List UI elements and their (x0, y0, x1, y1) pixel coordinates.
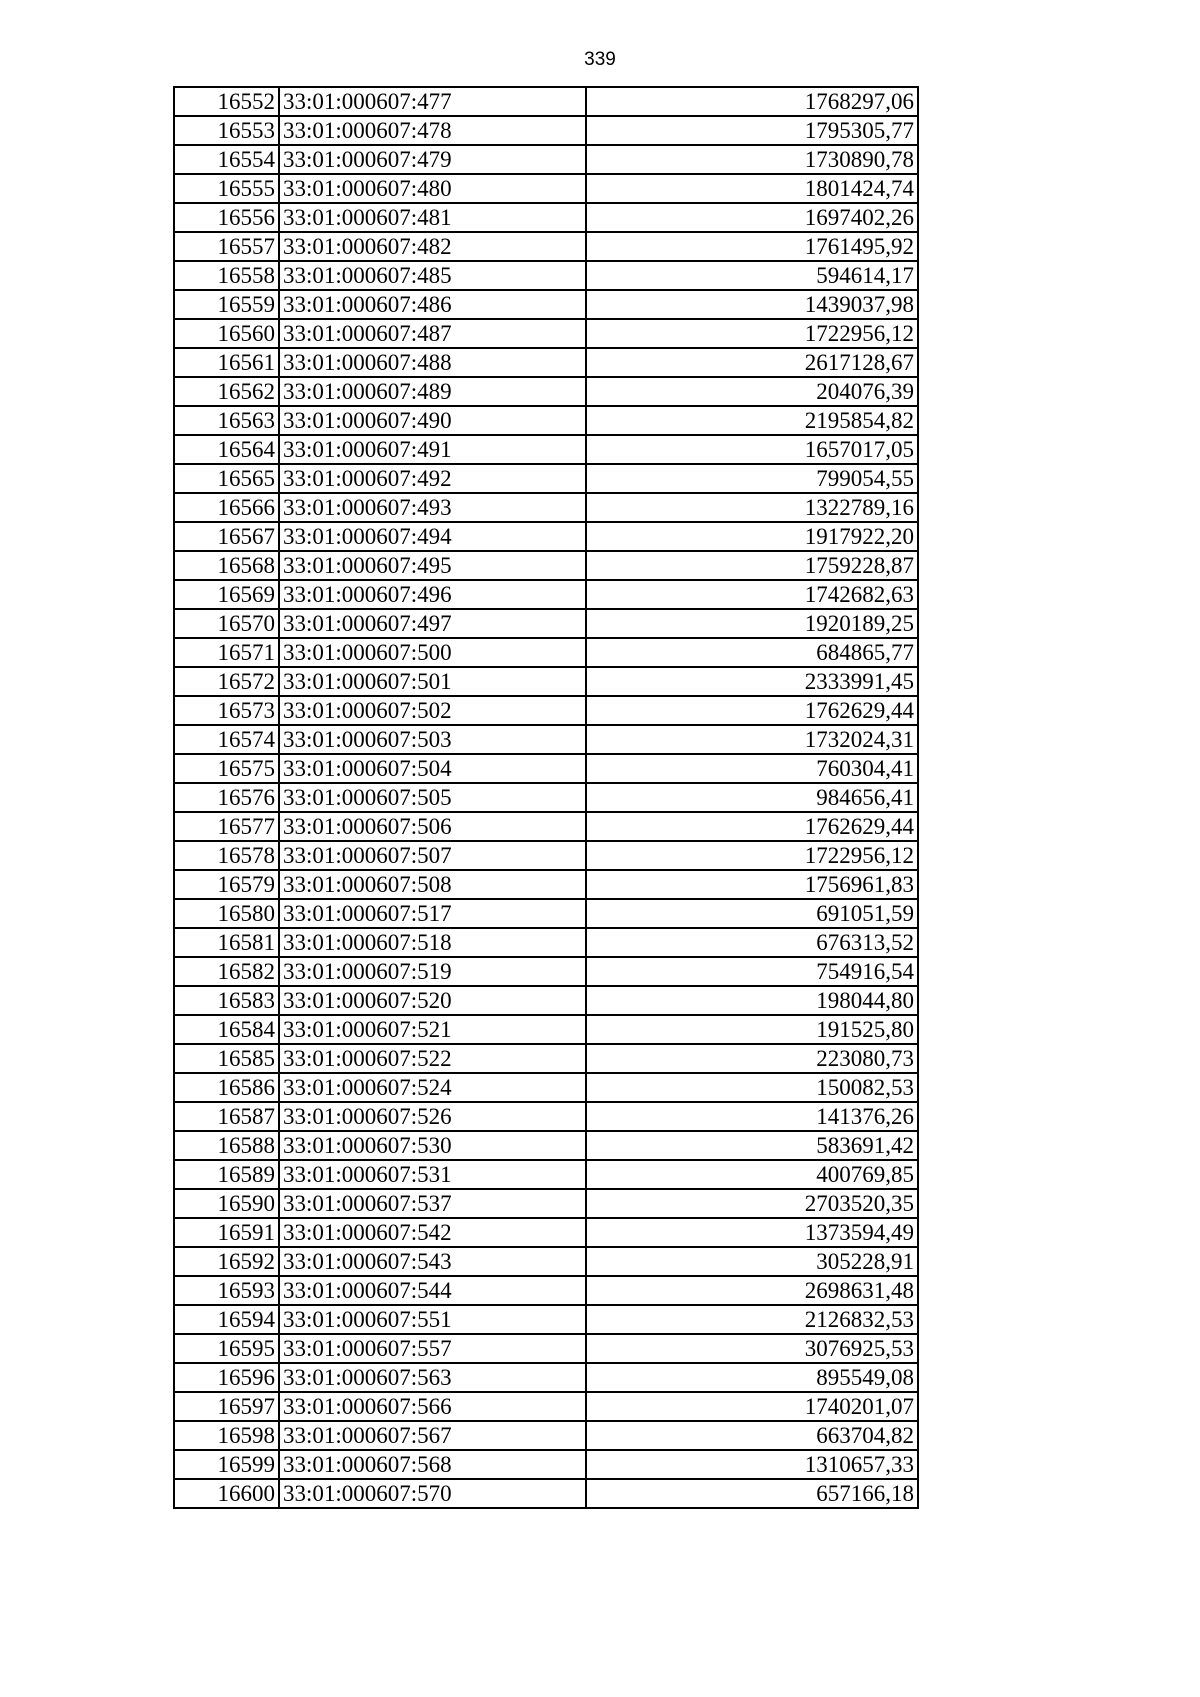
value-cell: 799054,55 (586, 464, 918, 493)
row-number-cell: 16557 (174, 232, 279, 261)
value-cell: 1310657,33 (586, 1450, 918, 1479)
row-number-cell: 16574 (174, 725, 279, 754)
table-row (174, 1189, 918, 1218)
cadastral-number-cell: 33:01:000607:489 (279, 377, 586, 406)
value-cell: 2333991,45 (586, 667, 918, 696)
row-number-cell: 16553 (174, 116, 279, 145)
row-number-cell: 16561 (174, 348, 279, 377)
cadastral-number-cell: 33:01:000607:490 (279, 406, 586, 435)
row-number-cell: 16580 (174, 899, 279, 928)
cadastral-number-cell: 33:01:000607:478 (279, 116, 586, 145)
row-number-cell: 16590 (174, 1189, 279, 1218)
cadastral-number-cell: 33:01:000607:488 (279, 348, 586, 377)
row-number-cell: 16578 (174, 841, 279, 870)
value-cell: 1761495,92 (586, 232, 918, 261)
value-cell: 895549,08 (586, 1363, 918, 1392)
cadastral-number-cell: 33:01:000607:479 (279, 145, 586, 174)
cadastral-number-cell: 33:01:000607:482 (279, 232, 586, 261)
cadastral-number-cell: 33:01:000607:524 (279, 1073, 586, 1102)
row-number-cell: 16555 (174, 174, 279, 203)
table-row (174, 1073, 918, 1102)
cadastral-number-cell: 33:01:000607:521 (279, 1015, 586, 1044)
row-number-cell: 16579 (174, 870, 279, 899)
table-row (174, 1305, 918, 1334)
value-cell: 1722956,12 (586, 841, 918, 870)
cadastral-number-cell: 33:01:000607:494 (279, 522, 586, 551)
row-number-cell: 16562 (174, 377, 279, 406)
table-row (174, 696, 918, 725)
cadastral-number-cell: 33:01:000607:520 (279, 986, 586, 1015)
table-row (174, 1421, 918, 1450)
table-row (174, 145, 918, 174)
cadastral-number-cell: 33:01:000607:526 (279, 1102, 586, 1131)
table-body (174, 87, 918, 1508)
table-row (174, 116, 918, 145)
row-number-cell: 16598 (174, 1421, 279, 1450)
cadastral-number-cell: 33:01:000607:506 (279, 812, 586, 841)
table-row (174, 957, 918, 986)
table-row (174, 638, 918, 667)
value-cell: 2617128,67 (586, 348, 918, 377)
value-cell: 1756961,83 (586, 870, 918, 899)
row-number-cell: 16585 (174, 1044, 279, 1073)
value-cell: 1742682,63 (586, 580, 918, 609)
table-row (174, 1044, 918, 1073)
table-row (174, 377, 918, 406)
table-row (174, 1015, 918, 1044)
cadastral-number-cell: 33:01:000607:517 (279, 899, 586, 928)
cadastral-number-cell: 33:01:000607:497 (279, 609, 586, 638)
value-cell: 2703520,35 (586, 1189, 918, 1218)
value-cell: 663704,82 (586, 1421, 918, 1450)
table-row (174, 1218, 918, 1247)
value-cell: 1322789,16 (586, 493, 918, 522)
table-row (174, 667, 918, 696)
cadastral-number-cell: 33:01:000607:568 (279, 1450, 586, 1479)
value-cell: 1697402,26 (586, 203, 918, 232)
value-cell: 2195854,82 (586, 406, 918, 435)
cadastral-number-cell: 33:01:000607:557 (279, 1334, 586, 1363)
value-cell: 1762629,44 (586, 696, 918, 725)
row-number-cell: 16595 (174, 1334, 279, 1363)
value-cell: 141376,26 (586, 1102, 918, 1131)
table-row (174, 928, 918, 957)
table-row (174, 812, 918, 841)
value-cell: 1722956,12 (586, 319, 918, 348)
cadastral-number-cell: 33:01:000607:495 (279, 551, 586, 580)
table-row (174, 841, 918, 870)
value-cell: 1762629,44 (586, 812, 918, 841)
value-cell: 3076925,53 (586, 1334, 918, 1363)
table-row (174, 203, 918, 232)
row-number-cell: 16571 (174, 638, 279, 667)
table-row (174, 87, 918, 116)
row-number-cell: 16563 (174, 406, 279, 435)
cadastral-number-cell: 33:01:000607:480 (279, 174, 586, 203)
table-row (174, 464, 918, 493)
value-cell: 583691,42 (586, 1131, 918, 1160)
cadastral-number-cell: 33:01:000607:505 (279, 783, 586, 812)
value-cell: 1920189,25 (586, 609, 918, 638)
table-row (174, 348, 918, 377)
cadastral-number-cell: 33:01:000607:518 (279, 928, 586, 957)
row-number-cell: 16572 (174, 667, 279, 696)
value-cell: 204076,39 (586, 377, 918, 406)
row-number-cell: 16566 (174, 493, 279, 522)
row-number-cell: 16565 (174, 464, 279, 493)
cadastral-number-cell: 33:01:000607:508 (279, 870, 586, 899)
table-row (174, 1131, 918, 1160)
cadastral-number-cell: 33:01:000607:519 (279, 957, 586, 986)
table-row (174, 174, 918, 203)
table-row (174, 783, 918, 812)
table-row (174, 319, 918, 348)
table-row (174, 899, 918, 928)
row-number-cell: 16592 (174, 1247, 279, 1276)
cadastral-number-cell: 33:01:000607:502 (279, 696, 586, 725)
value-cell: 1917922,20 (586, 522, 918, 551)
cadastral-number-cell: 33:01:000607:500 (279, 638, 586, 667)
cadastral-number-cell: 33:01:000607:507 (279, 841, 586, 870)
table-row (174, 725, 918, 754)
value-cell: 2126832,53 (586, 1305, 918, 1334)
cadastral-number-cell: 33:01:000607:544 (279, 1276, 586, 1305)
value-cell: 1759228,87 (586, 551, 918, 580)
value-cell: 1657017,05 (586, 435, 918, 464)
table-row (174, 754, 918, 783)
value-cell: 1730890,78 (586, 145, 918, 174)
data-table (173, 86, 919, 1509)
value-cell: 691051,59 (586, 899, 918, 928)
row-number-cell: 16588 (174, 1131, 279, 1160)
table-row (174, 986, 918, 1015)
row-number-cell: 16552 (174, 87, 279, 116)
table-row (174, 1479, 918, 1508)
row-number-cell: 16586 (174, 1073, 279, 1102)
cadastral-number-cell: 33:01:000607:477 (279, 87, 586, 116)
row-number-cell: 16570 (174, 609, 279, 638)
value-cell: 1732024,31 (586, 725, 918, 754)
row-number-cell: 16554 (174, 145, 279, 174)
value-cell: 676313,52 (586, 928, 918, 957)
table-row (174, 1102, 918, 1131)
table-row (174, 493, 918, 522)
cadastral-number-cell: 33:01:000607:496 (279, 580, 586, 609)
row-number-cell: 16589 (174, 1160, 279, 1189)
table-row (174, 1276, 918, 1305)
table-row (174, 1160, 918, 1189)
row-number-cell: 16564 (174, 435, 279, 464)
value-cell: 1439037,98 (586, 290, 918, 319)
value-cell: 684865,77 (586, 638, 918, 667)
table-row (174, 406, 918, 435)
row-number-cell: 16583 (174, 986, 279, 1015)
cadastral-number-cell: 33:01:000607:530 (279, 1131, 586, 1160)
cadastral-number-cell: 33:01:000607:487 (279, 319, 586, 348)
value-cell: 984656,41 (586, 783, 918, 812)
cadastral-number-cell: 33:01:000607:563 (279, 1363, 586, 1392)
value-cell: 1373594,49 (586, 1218, 918, 1247)
row-number-cell: 16599 (174, 1450, 279, 1479)
row-number-cell: 16558 (174, 261, 279, 290)
cadastral-number-cell: 33:01:000607:531 (279, 1160, 586, 1189)
row-number-cell: 16559 (174, 290, 279, 319)
value-cell: 305228,91 (586, 1247, 918, 1276)
cadastral-number-cell: 33:01:000607:493 (279, 493, 586, 522)
value-cell: 1801424,74 (586, 174, 918, 203)
table-row (174, 1392, 918, 1421)
table-row (174, 1363, 918, 1392)
cadastral-number-cell: 33:01:000607:486 (279, 290, 586, 319)
row-number-cell: 16594 (174, 1305, 279, 1334)
table-row (174, 1450, 918, 1479)
cadastral-number-cell: 33:01:000607:491 (279, 435, 586, 464)
value-cell: 754916,54 (586, 957, 918, 986)
row-number-cell: 16581 (174, 928, 279, 957)
row-number-cell: 16584 (174, 1015, 279, 1044)
table-row (174, 290, 918, 319)
cadastral-number-cell: 33:01:000607:570 (279, 1479, 586, 1508)
cadastral-number-cell: 33:01:000607:481 (279, 203, 586, 232)
row-number-cell: 16591 (174, 1218, 279, 1247)
value-cell: 2698631,48 (586, 1276, 918, 1305)
row-number-cell: 16577 (174, 812, 279, 841)
row-number-cell: 16596 (174, 1363, 279, 1392)
table-row (174, 261, 918, 290)
table-row (174, 580, 918, 609)
row-number-cell: 16575 (174, 754, 279, 783)
table-row (174, 1334, 918, 1363)
row-number-cell: 16556 (174, 203, 279, 232)
cadastral-number-cell: 33:01:000607:567 (279, 1421, 586, 1450)
row-number-cell: 16560 (174, 319, 279, 348)
value-cell: 594614,17 (586, 261, 918, 290)
value-cell: 760304,41 (586, 754, 918, 783)
value-cell: 1740201,07 (586, 1392, 918, 1421)
row-number-cell: 16582 (174, 957, 279, 986)
table-row (174, 609, 918, 638)
cadastral-number-cell: 33:01:000607:485 (279, 261, 586, 290)
value-cell: 150082,53 (586, 1073, 918, 1102)
value-cell: 1768297,06 (586, 87, 918, 116)
value-cell: 1795305,77 (586, 116, 918, 145)
cadastral-number-cell: 33:01:000607:551 (279, 1305, 586, 1334)
row-number-cell: 16600 (174, 1479, 279, 1508)
cadastral-number-cell: 33:01:000607:566 (279, 1392, 586, 1421)
table-row (174, 870, 918, 899)
row-number-cell: 16567 (174, 522, 279, 551)
value-cell: 400769,85 (586, 1160, 918, 1189)
cadastral-number-cell: 33:01:000607:503 (279, 725, 586, 754)
row-number-cell: 16573 (174, 696, 279, 725)
row-number-cell: 16569 (174, 580, 279, 609)
table-row (174, 232, 918, 261)
value-cell: 657166,18 (586, 1479, 918, 1508)
row-number-cell: 16597 (174, 1392, 279, 1421)
cadastral-number-cell: 33:01:000607:492 (279, 464, 586, 493)
cadastral-number-cell: 33:01:000607:542 (279, 1218, 586, 1247)
row-number-cell: 16576 (174, 783, 279, 812)
row-number-cell: 16568 (174, 551, 279, 580)
row-number-cell: 16593 (174, 1276, 279, 1305)
page-number: 339 (584, 49, 616, 70)
cadastral-number-cell: 33:01:000607:522 (279, 1044, 586, 1073)
cadastral-number-cell: 33:01:000607:543 (279, 1247, 586, 1276)
table-row (174, 551, 918, 580)
value-cell: 223080,73 (586, 1044, 918, 1073)
cadastral-number-cell: 33:01:000607:501 (279, 667, 586, 696)
value-cell: 198044,80 (586, 986, 918, 1015)
cadastral-number-cell: 33:01:000607:504 (279, 754, 586, 783)
cadastral-number-cell: 33:01:000607:537 (279, 1189, 586, 1218)
value-cell: 191525,80 (586, 1015, 918, 1044)
table-row (174, 435, 918, 464)
table-row (174, 522, 918, 551)
row-number-cell: 16587 (174, 1102, 279, 1131)
table-row (174, 1247, 918, 1276)
